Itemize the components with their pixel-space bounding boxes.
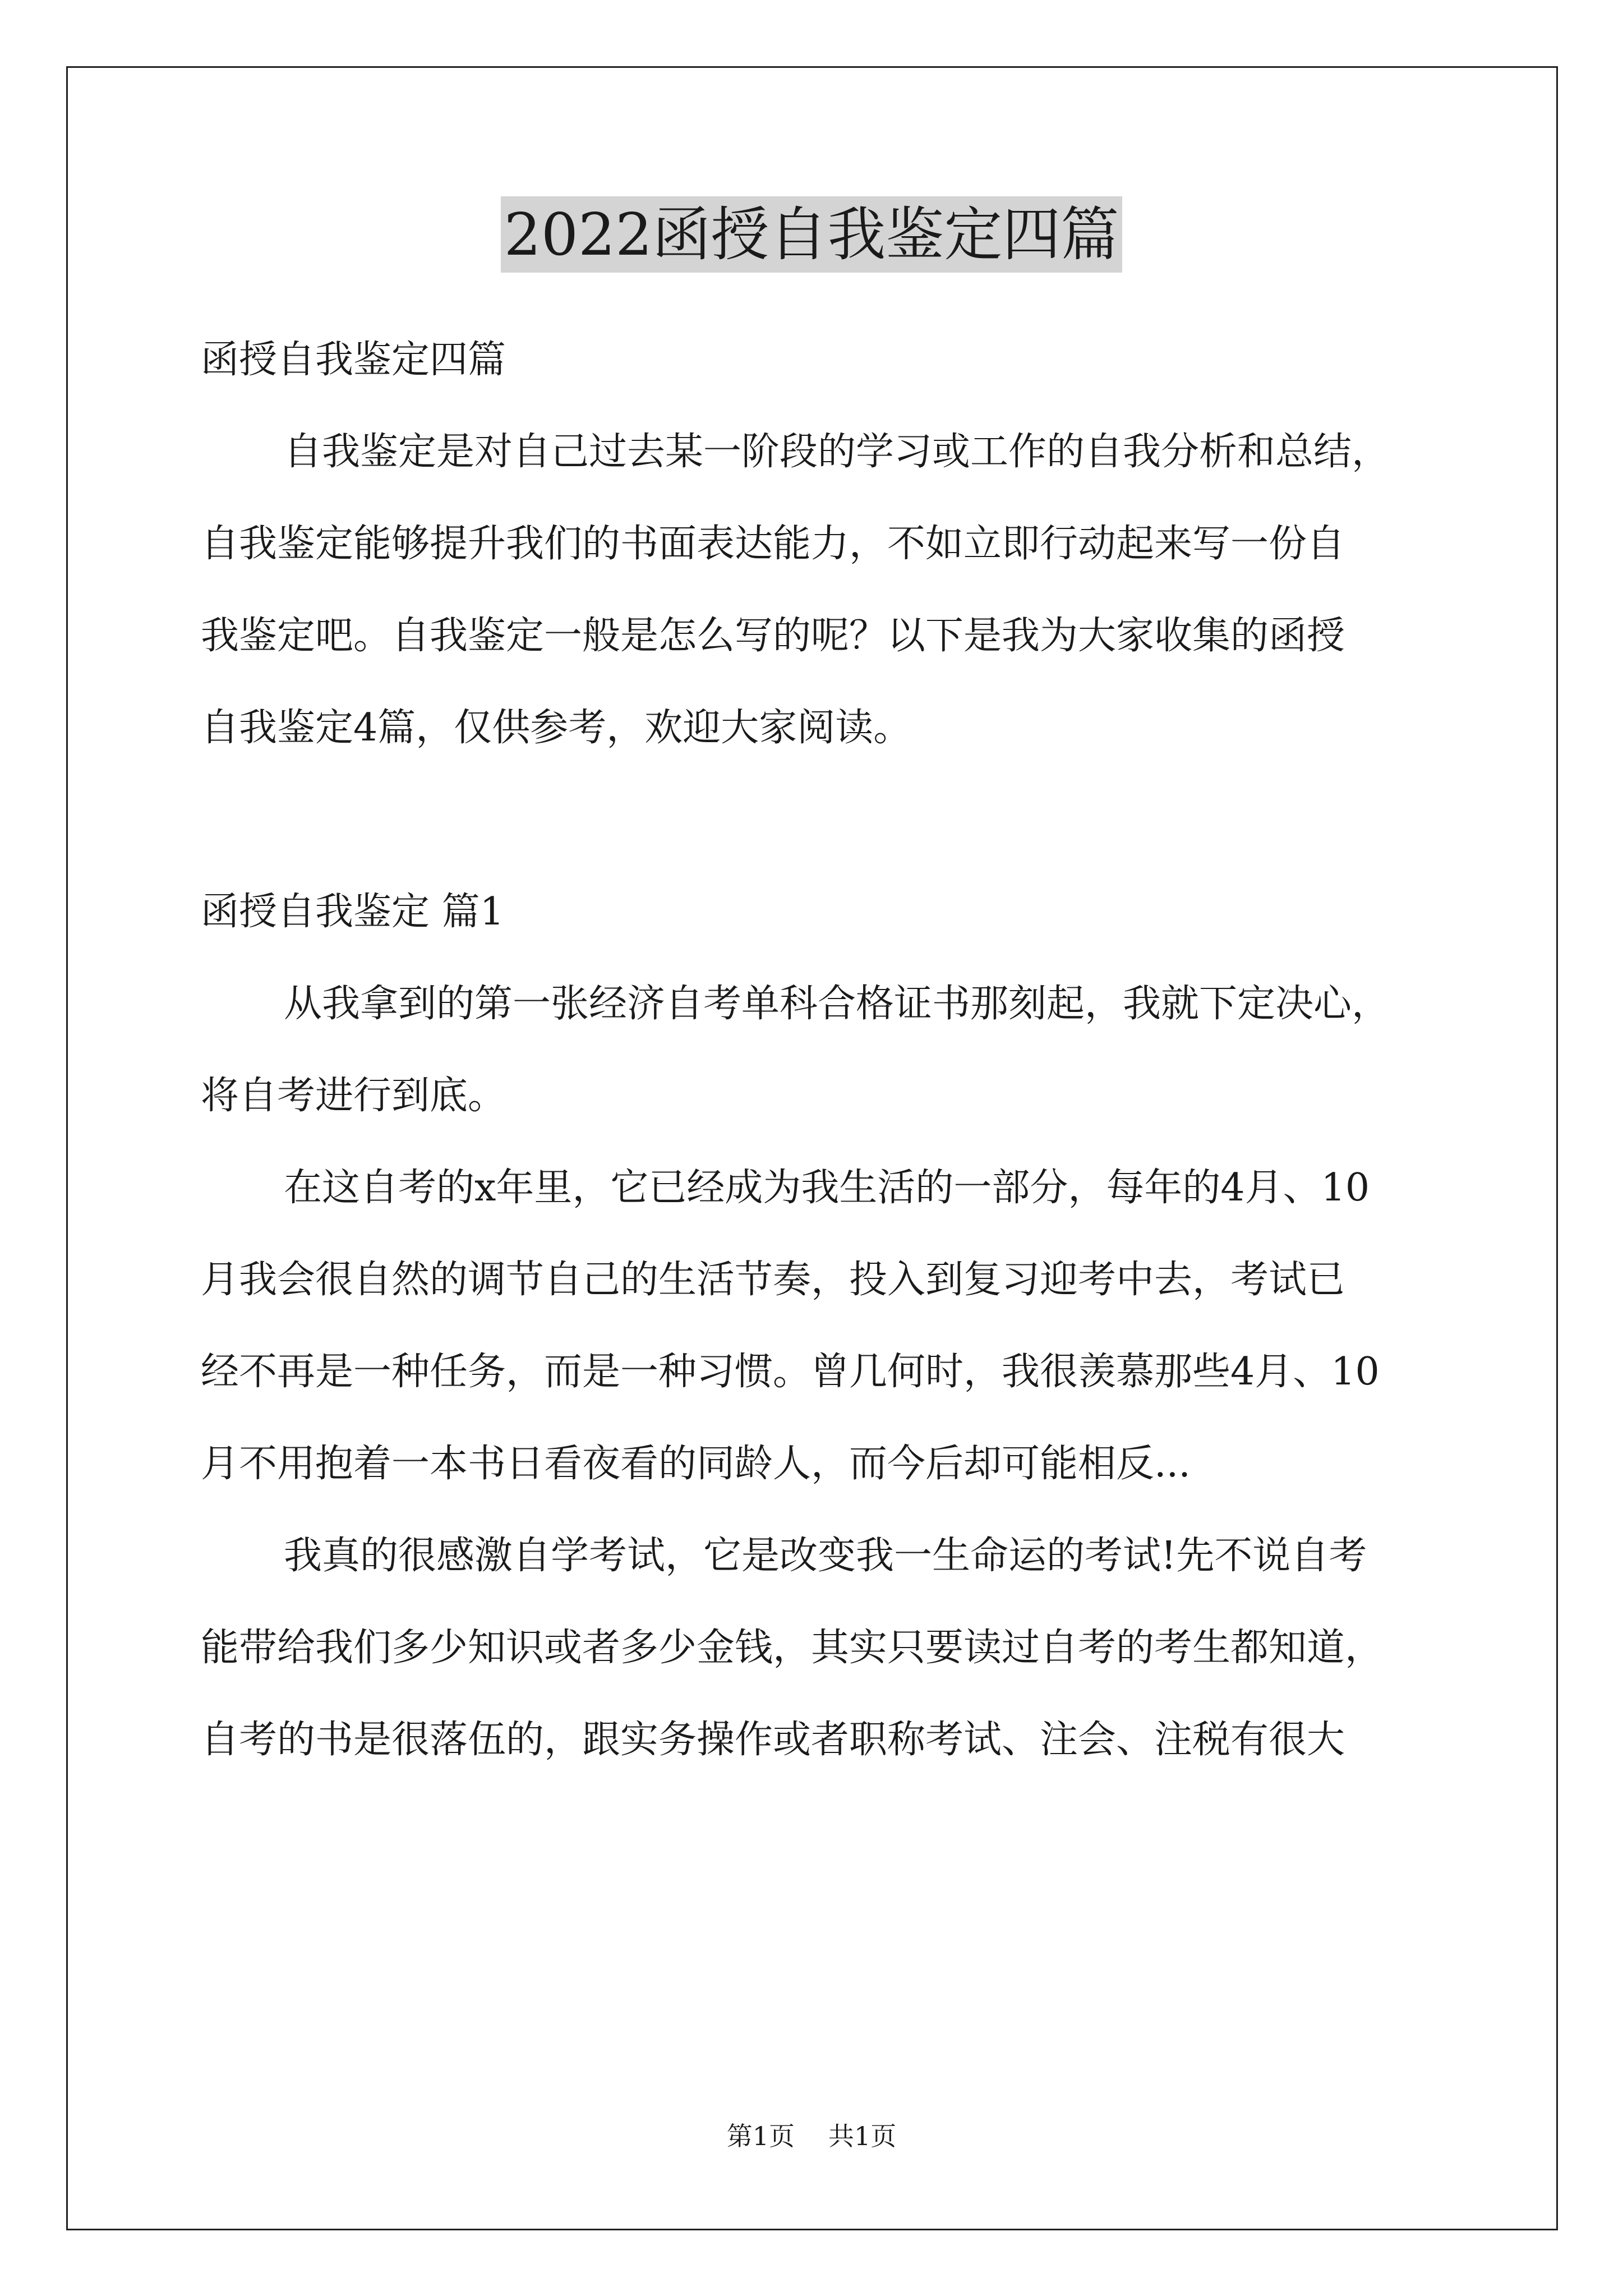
intro-line: 自我鉴定4篇，仅供参考，欢迎大家阅读。 (201, 706, 912, 750)
document-body (201, 314, 1440, 1786)
page-total: 共1页 (828, 2121, 897, 2151)
page-footer (0, 2119, 1623, 2153)
document-subtitle: 函授自我鉴定四篇 (201, 338, 506, 382)
paragraph-line: 经不再是一种任务，而是一种习惯。曾几何时，我很羡慕那些4月、10 (201, 1350, 1380, 1394)
paragraph-line: 将自考进行到底。 (201, 1074, 506, 1118)
paragraph-line: 月不用抱着一本书日看夜看的同龄人，而今后却可能相反... (201, 1442, 1191, 1486)
title-container (0, 196, 1623, 273)
blank-line (201, 774, 1440, 866)
document-title: 2022函授自我鉴定四篇 (501, 196, 1123, 273)
paragraph-line: 从我拿到的第一张经济自考单科合格证书那刻起，我就下定决心， (284, 982, 1390, 1026)
paragraph-line: 月我会很自然的调节自己的生活节奏，投入到复习迎考中去，考试已 (201, 1258, 1345, 1302)
section-heading: 函授自我鉴定 篇1 (201, 890, 504, 934)
paragraph-line: 我真的很感激自学考试，它是改变我一生命运的考试!先不说自考 (284, 1534, 1367, 1578)
page-number: 第1页 (726, 2121, 795, 2151)
paragraph-line: 能带给我们多少知识或者多少金钱，其实只要读过自考的考生都知道， (201, 1626, 1384, 1670)
intro-line: 自我鉴定是对自己过去某一阶段的学习或工作的自我分析和总结， (284, 430, 1390, 474)
paragraph-line: 在这自考的x年里，它已经成为我生活的一部分，每年的4月、10 (284, 1166, 1370, 1210)
intro-line: 自我鉴定能够提升我们的书面表达能力，不如立即行动起来写一份自 (201, 522, 1345, 566)
intro-line: 我鉴定吧。自我鉴定一般是怎么写的呢？以下是我为大家收集的函授 (201, 614, 1345, 658)
paragraph-line: 自考的书是很落伍的，跟实务操作或者职称考试、注会、注税有很大 (201, 1718, 1345, 1762)
